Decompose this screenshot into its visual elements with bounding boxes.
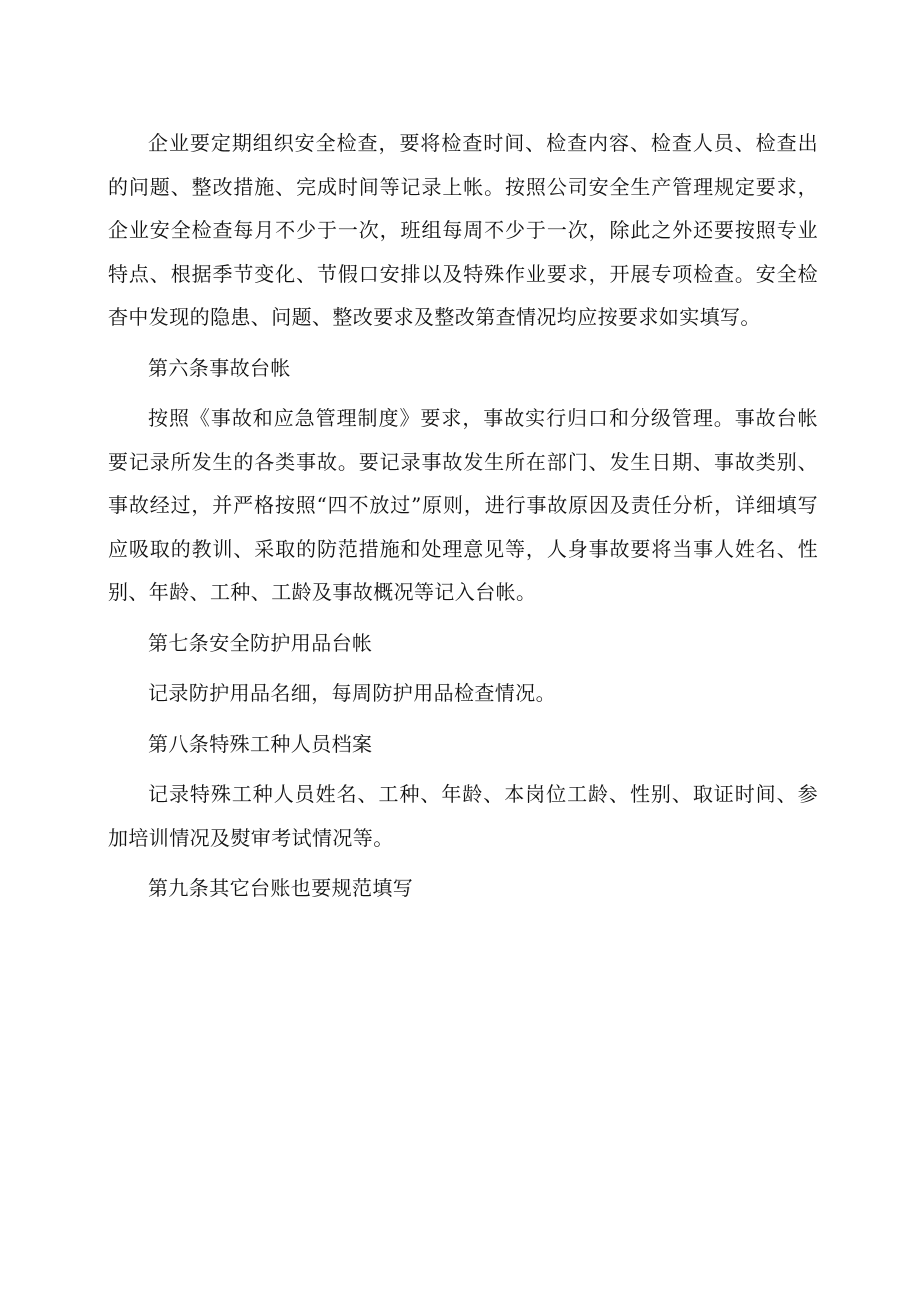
document-body [108, 122, 818, 911]
heading-article-8: 第八条特殊工种人员档案 [148, 731, 373, 756]
heading-article-7: 第七条安全防护用品台帐 [148, 630, 373, 655]
heading-article-6: 第六条事故台帐 [148, 355, 291, 380]
heading-article-9: 第九条其它台账也要规范填写 [148, 876, 414, 900]
paragraph-special-workers: 记录特殊工种人员姓名、工种、年龄、本岗位工龄、性别、取证时间、参加培训情况及熨审考试情况等。 [108, 782, 818, 850]
paragraph-safety-inspection: 企业要定期组织安全检查，要将检查时间、检查内容、检查人员、检查出的问题、整改措施、完成时间等记录上帐。按照公司安全生产管理规定要求，企业安全检查每月不少于一次，班组每周不少于一次，除此之外还要按照专业特点、根据季节变化、节假口安排以及特殊作业要求，开展专项检查。安全检杳中发现的隐患、问题、整改要求及整改第查情况均应按要求如实填写。 [108, 131, 818, 329]
paragraph-accident-ledger: 按照《事故和应急管理制度》要求，事故实行归口和分级管理。事故台帐要记录所发生的各类事故。要记录事故发生所在部门、发生日期、事故类别、事故经过，并严格按照“四不放过”原则，进行事故原因及责任分析，详细填写应吸取的教训、采取的防范措施和处理意见等，人身事故要将当事人姓名、性别、年龄、工种、工龄及事故概况等记入台帐。 [108, 406, 818, 604]
paragraph-protective-equipment: 记录防护用品名细，每周防护用品检查情况。 [148, 681, 556, 705]
